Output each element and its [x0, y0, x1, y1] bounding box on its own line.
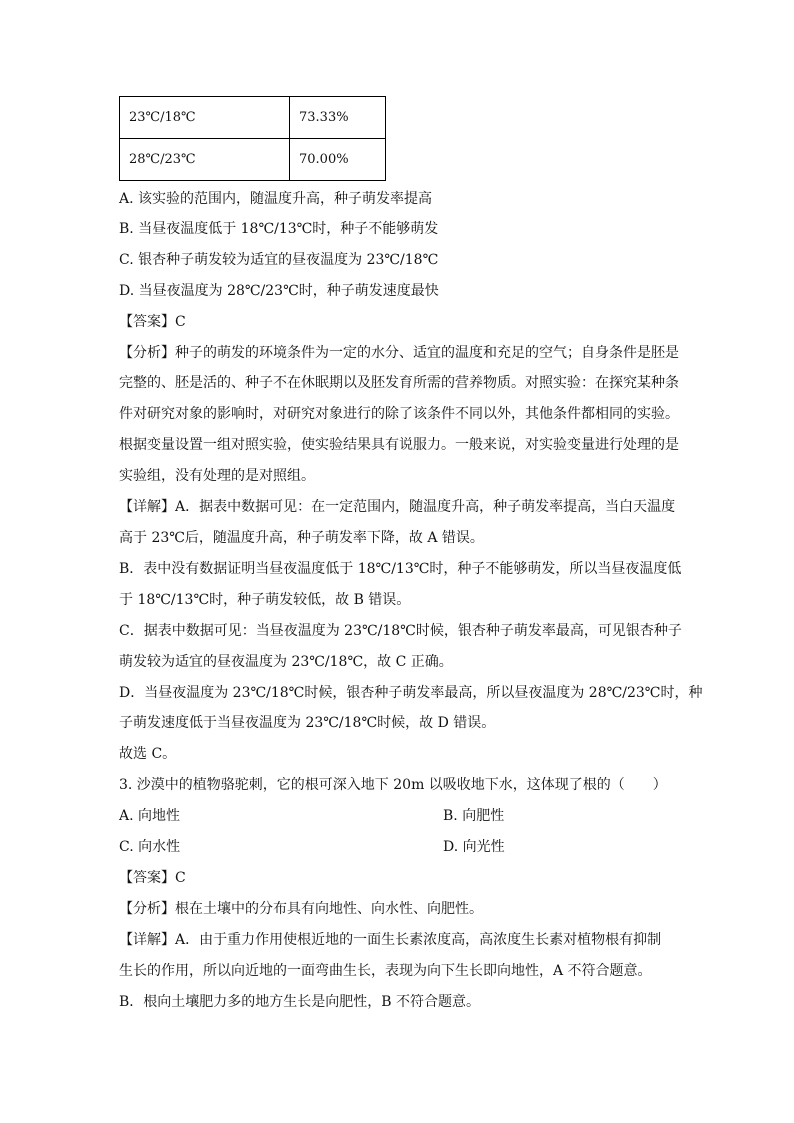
q2-detail-line: 萌发较为适宜的昼夜温度为 23℃/18℃，故 C 正确。 — [119, 654, 453, 670]
q3-option-a: A. 向地性 — [119, 808, 181, 824]
table-cell-temperature: 23℃/18℃ — [120, 97, 290, 139]
q2-option-c: C. 银杏种子萌发较为适宜的昼夜温度为 23℃/18℃ — [119, 252, 439, 268]
q2-analysis-line: 完整的、胚是活的、种子不在休眠期以及胚发育所需的营养物质。对照实验：在探究某种条 — [119, 375, 679, 391]
q2-detail-line: D．当昼夜温度为 23℃/18℃时候，银杏种子萌发率最高，所以昼夜温度为 28℃/23℃时，种 — [119, 685, 703, 701]
table-cell-temperature: 28℃/23℃ — [120, 139, 290, 181]
q3-question: 3. 沙漠中的植物骆驼刺，它的根可深入地下 20m 以吸收地下水，这体现了根的（ ） — [119, 777, 667, 793]
table-cell-rate: 70.00% — [290, 139, 386, 181]
q2-analysis-line: 实验组，没有处理的是对照组。 — [119, 468, 315, 484]
q3-option-b: B. 向肥性 — [443, 808, 505, 824]
q2-answer: 【答案】C — [119, 314, 186, 330]
q3-detail-line: 生长的作用，所以向近地的一面弯曲生长，表现为向下生长即向地性，A 不符合题意。 — [119, 963, 652, 979]
q2-detail-line: 【详解】A．据表中数据可见：在一定范围内，随温度升高，种子萌发率提高，当白天温度 — [119, 499, 676, 515]
q2-detail-line: 子萌发速度低于当昼夜温度为 23℃/18℃时候，故 D 错误。 — [119, 715, 496, 731]
table-cell-rate: 73.33% — [290, 97, 386, 139]
q2-analysis-line: 根据变量设置一组对照实验，使实验结果具有说服力。一般来说，对实验变量进行处理的是 — [119, 437, 679, 453]
germination-table — [119, 96, 386, 181]
q2-analysis-line: 件对研究对象的影响时，对研究对象进行的除了该条件不同以外，其他条件都相同的实验。 — [119, 406, 679, 422]
q3-detail-line: 【详解】A．由于重力作用使根近地的一面生长素浓度高，高浓度生长素对植物根有抑制 — [119, 932, 662, 948]
q2-conclusion: 故选 C。 — [119, 746, 177, 762]
q2-option-a: A. 该实验的范围内，随温度升高，种子萌发率提高 — [119, 191, 433, 207]
q3-option-c: C. 向水性 — [119, 839, 181, 855]
q3-option-d: D. 向光性 — [443, 839, 505, 855]
q2-detail-line: 于 18℃/13℃时，种子萌发较低，故 B 错误。 — [119, 592, 411, 608]
q2-detail-line: B．表中没有数据证明当昼夜温度低于 18℃/13℃时，种子不能够萌发，所以当昼夜温度低 — [119, 561, 682, 577]
q3-analysis: 【分析】根在土壤中的分布具有向地性、向水性、向肥性。 — [119, 901, 483, 917]
q2-detail-line: 高于 23℃后，随温度升高，种子萌发率下降，故 A 错误。 — [119, 530, 484, 546]
table-row — [120, 97, 386, 139]
q2-detail-line: C．据表中数据可见：当昼夜温度为 23℃/18℃时候，银杏种子萌发率最高，可见银杏种子 — [119, 623, 682, 639]
q2-analysis-line: 【分析】种子的萌发的环境条件为一定的水分、适宜的温度和充足的空气；自身条件是胚是 — [119, 345, 679, 361]
q2-option-b: B. 当昼夜温度低于 18℃/13℃时，种子不能够萌发 — [119, 221, 439, 237]
q3-detail-line: B．根向土壤肥力多的地方生长是向肥性，B 不符合题意。 — [119, 994, 481, 1010]
table-row — [120, 139, 386, 181]
q3-answer: 【答案】C — [119, 870, 186, 886]
q2-option-d: D. 当昼夜温度为 28℃/23℃时，种子萌发速度最快 — [119, 283, 439, 299]
